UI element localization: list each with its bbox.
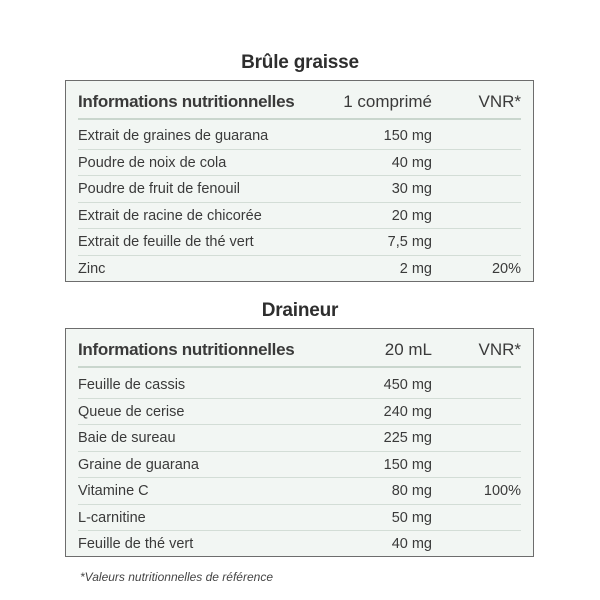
ingredient-vnr: 20% (491, 260, 521, 277)
ingredient-vnr: 100% (483, 483, 521, 499)
section-title-draineur: Draineur (261, 300, 339, 321)
table-row (78, 478, 521, 505)
ingredient-name: Extrait de feuille de thé vert (78, 234, 254, 250)
ingredient-quantity: 50 mg (391, 509, 432, 526)
ingredient-quantity: 20 mg (391, 207, 432, 224)
footnote: *Valeurs nutritionnelles de référence (80, 570, 274, 584)
ingredient-name: Poudre de fruit de fenouil (78, 181, 241, 197)
header-name: Informations nutritionnelles (78, 340, 295, 359)
table-row (78, 425, 521, 452)
ingredient-name: Queue de cerise (78, 403, 185, 420)
ingredient-quantity: 40 mg (391, 154, 432, 171)
header-name: Informations nutritionnelles (78, 92, 295, 111)
table-row (78, 399, 521, 426)
table-row (78, 452, 521, 479)
ingredient-quantity: 225 mg (383, 430, 432, 446)
ingredient-name: Graine de guarana (78, 456, 199, 473)
table-body (78, 372, 521, 558)
ingredient-name: Baie de sureau (78, 430, 176, 446)
ingredient-name: Poudre de noix de cola (78, 154, 227, 171)
header-quantity: 20 mL (384, 340, 432, 359)
header-vnr: VNR* (478, 340, 521, 359)
ingredient-name: Extrait de racine de chicorée (78, 207, 262, 224)
table-header (78, 81, 521, 120)
ingredient-name: Feuille de cassis (78, 377, 186, 393)
table-row (78, 256, 521, 283)
table-row (78, 229, 521, 256)
ingredient-quantity: 240 mg (383, 403, 432, 420)
nutrition-table-draineur (65, 328, 534, 557)
ingredient-quantity: 40 mg (391, 536, 432, 552)
section-title-brule-graisse: Brûle graisse (241, 52, 359, 73)
ingredient-quantity: 150 mg (383, 128, 432, 144)
header-quantity: 1 comprimé (343, 92, 432, 111)
ingredient-quantity: 80 mg (391, 483, 432, 499)
ingredient-quantity: 450 mg (383, 377, 432, 393)
table-row (78, 123, 521, 150)
table-row (78, 372, 521, 399)
ingredient-name: L-carnitine (78, 509, 146, 526)
ingredient-name: Vitamine C (78, 483, 149, 499)
ingredient-name: Extrait de graines de guarana (78, 128, 269, 144)
table-row (78, 203, 521, 230)
nutrition-table-brule-graisse (65, 80, 534, 282)
ingredient-quantity: 2 mg (399, 260, 432, 277)
ingredient-name: Zinc (78, 260, 106, 277)
header-vnr: VNR* (478, 92, 521, 111)
table-row (78, 531, 521, 558)
ingredient-quantity: 150 mg (383, 456, 432, 473)
table-body (78, 123, 521, 282)
table-row (78, 176, 521, 203)
table-row (78, 505, 521, 532)
table-row (78, 150, 521, 177)
table-header (78, 329, 521, 368)
ingredient-quantity: 7,5 mg (387, 234, 432, 250)
ingredient-name: Feuille de thé vert (78, 536, 194, 552)
ingredient-quantity: 30 mg (391, 181, 432, 197)
